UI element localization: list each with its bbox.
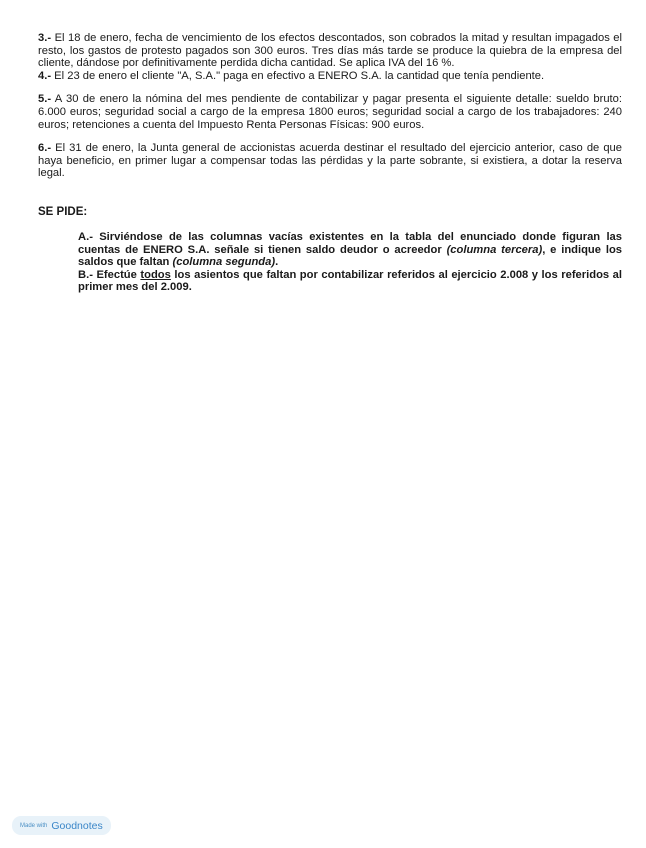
badge-brand: Goodnotes — [51, 819, 103, 832]
task-list — [78, 231, 622, 294]
item-6: 6.- El 31 de enero, la Junta general de accionistas acuerda destinar el resultado del ejercicio anterior, caso de que haya beneficio, en primer lugar a compensar todas las pérdidas y la parte sobrante, si existiera, a dotar la reserva legal. — [38, 142, 622, 180]
document-page — [38, 32, 622, 294]
item-4: 4.- El 23 de enero el cliente "A, S.A." paga en efectivo a ENERO S.A. la cantidad que tenía pendiente. — [38, 69, 545, 82]
item-5: 5.- A 30 de enero la nómina del mes pendiente de contabilizar y pagar presenta el siguiente detalle: sueldo bruto: 6.000 euros; seguridad social a cargo de la empresa 1800 euros; seguridad social a cargo de los trabajadores: 240 euros; retenciones a cuenta del Impuesto Renta Personas Físicas: 900 euros. — [38, 93, 622, 131]
section-heading: SE PIDE: — [38, 205, 88, 218]
task-a: A.- Sirviéndose de las columnas vacías existentes en la tabla del enunciado donde figuran las cuentas de ENERO S.A. señale si tienen saldo deudor o acreedor (columna tercera), e indique los saldos que faltan (columna segunda). — [78, 230, 623, 269]
item-3: 3.- El 18 de enero, fecha de vencimiento de los efectos descontados, son cobrados la mitad y resultan impagados el resto, los gastos de protesto pagados son 300 euros. Tres días más tarde se produce la quiebra de la empresa del cliente, dándose por definitivamente perdida dicha cantidad. Se aplica IVA del 16 %. — [38, 32, 622, 70]
badge-made-with: Made with — [20, 822, 48, 829]
goodnotes-badge[interactable] — [12, 816, 111, 835]
task-b: B.- Efectúe todos los asientos que faltan por contabilizar referidos al ejercicio 2.008 y los referidos al primer mes del 2.009. — [78, 268, 622, 294]
